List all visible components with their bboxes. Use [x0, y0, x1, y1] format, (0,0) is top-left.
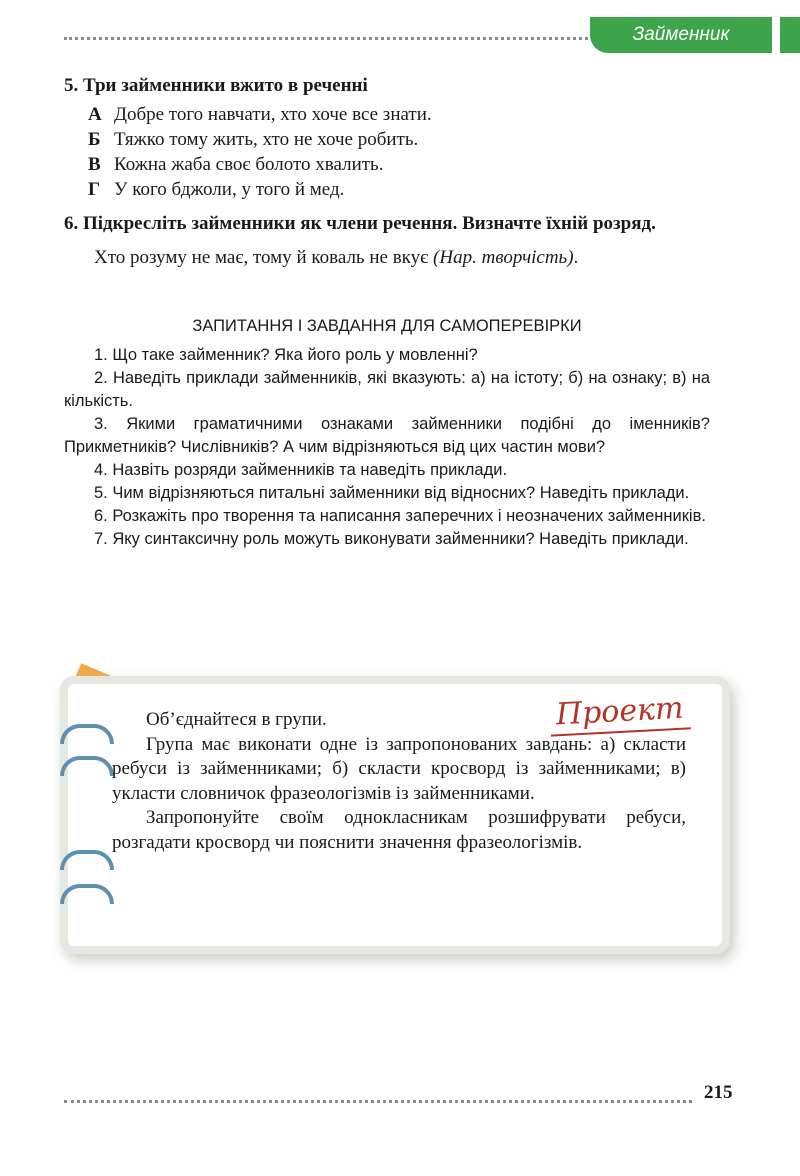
option-letter: А: [88, 104, 102, 125]
task-5-title: 5. Три займенники вжито в реченні: [64, 75, 368, 96]
question-item: 4. Назвіть розряди займенників та наведіть приклади.: [94, 461, 508, 479]
binder-ring-icon: [60, 884, 114, 904]
question-item: 5. Чим відрізняються питальні займенники від відносних? Наведіть приклади.: [94, 484, 690, 502]
chapter-tab-edge: [780, 17, 800, 53]
task-5: [64, 72, 720, 202]
binder-ring-icon: [60, 756, 114, 776]
option-letter: В: [88, 154, 101, 175]
project-text: [112, 708, 686, 855]
project-paragraph: Запропонуйте своїм однокласникам розшифрувати ребуси, розгадати кросворд чи пояснити значення фразеологізмів.: [112, 807, 686, 853]
page-number: 215: [704, 1082, 733, 1103]
sentence-text: Хто розуму не має, тому й коваль не вкує: [94, 247, 429, 268]
project-paragraph: Об’єднайтеся в групи.: [146, 709, 327, 730]
sentence-end: .: [573, 247, 579, 268]
task-5-option: [88, 177, 720, 202]
option-text: Кожна жаба своє болото хвалить.: [114, 154, 384, 175]
project-label: Проект: [549, 690, 690, 736]
binder-ring-icon: [60, 724, 114, 744]
self-check-section: [64, 314, 710, 551]
project-paragraph: Група має виконати одне із запропонованих завдань: а) скласти ребуси із займенниками; б) скласти кросворд із займенниками; в) укласти словничок фразеологізмів із займенниками.: [112, 733, 686, 804]
option-text: У кого бджоли, у того й мед.: [114, 179, 345, 200]
question-item: 2. Наведіть приклади займенників, які вказують: а) на істоту; б) на ознаку; в) на кількість.: [64, 369, 710, 410]
task-5-option: [88, 127, 720, 152]
option-text: Тяжко тому жить, хто не хоче робить.: [114, 129, 419, 150]
header-dotted-rule: [64, 37, 594, 50]
task-5-option: [88, 102, 720, 127]
question-item: 1. Що таке займенник? Яка його роль у мовленні?: [94, 346, 478, 364]
task-5-option: [88, 152, 720, 177]
task-6: [64, 210, 720, 271]
question-item: 7. Яку синтаксичну роль можуть виконувати займенники? Наведіть приклади.: [94, 530, 689, 548]
question-item: 6. Розкажіть про творення та написання заперечних і неозначених займенників.: [94, 507, 706, 525]
task-6-title: 6. Підкресліть займенники як члени речення. Визначте їхній розряд.: [64, 213, 656, 234]
task-6-sentence: [94, 245, 720, 271]
self-check-heading: ЗАПИТАННЯ І ЗАВДАННЯ ДЛЯ САМОПЕРЕВІРКИ: [192, 317, 582, 335]
chapter-tab: Займенник: [590, 17, 772, 53]
option-text: Добре того навчати, хто хоче все знати.: [114, 104, 432, 125]
option-letter: Г: [88, 179, 101, 200]
option-letter: Б: [88, 129, 101, 150]
sentence-source: (Нар. творчість): [433, 247, 574, 268]
binder-ring-icon: [60, 850, 114, 870]
question-item: 3. Якими граматичними ознаками займенники подібні до іменників? Прикметників? Числівників? А чим відрізняються від цих частин мови?: [64, 415, 710, 456]
footer-dotted-rule: [64, 1100, 692, 1113]
